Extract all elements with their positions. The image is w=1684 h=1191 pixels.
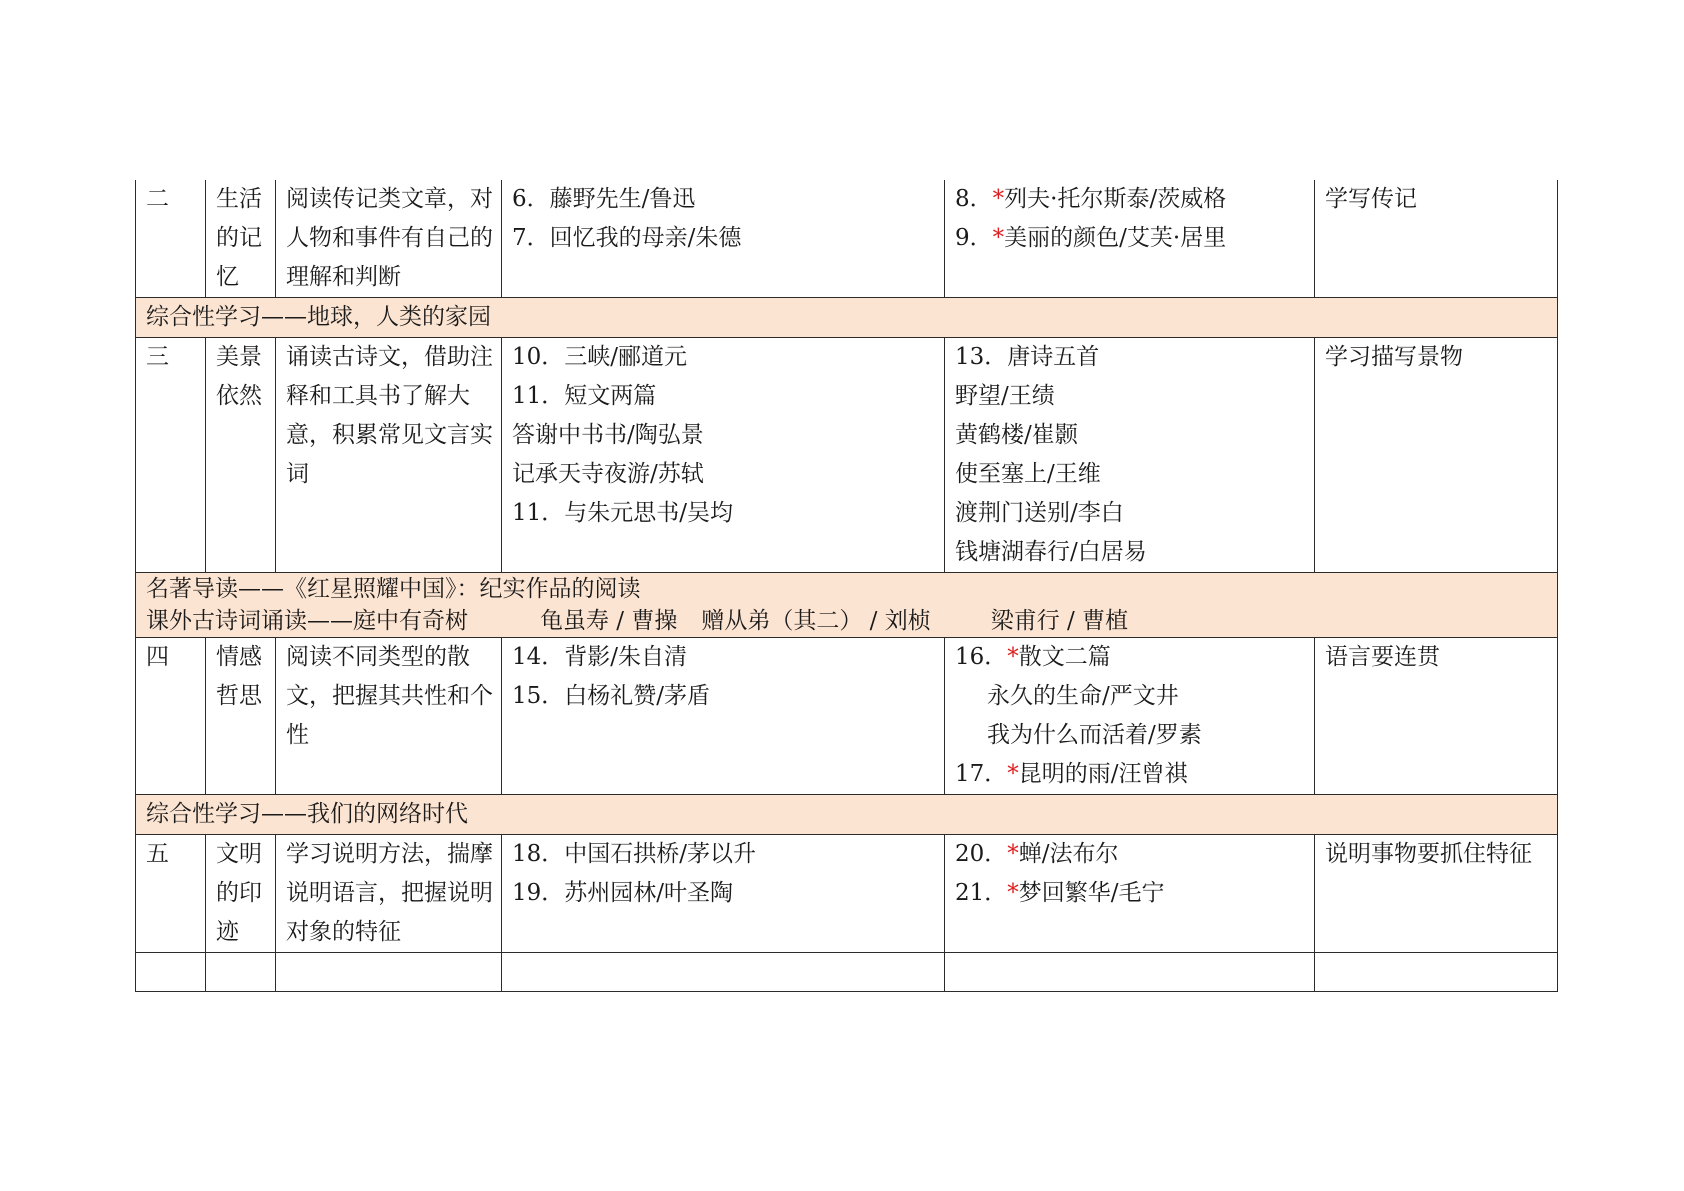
star-mark: * [1007, 761, 1019, 787]
empty-cell [1315, 953, 1558, 992]
poem-item: 赠从弟（其二） / 刘桢 [701, 608, 931, 634]
core-text: 14．背影/朱自清 [512, 644, 688, 670]
unit-goal: 阅读不同类型的散文，把握其共性和个性 [276, 638, 502, 795]
core-text: 11．短文两篇 [512, 383, 657, 409]
poem-item: 课外古诗词诵读——庭中有奇树 [146, 608, 468, 634]
extended-text: 使至塞上/王维 [955, 461, 1101, 487]
extended-texts [945, 638, 1315, 795]
core-text: 答谢中书书/陶弘景 [512, 422, 704, 448]
core-text: 11．与朱元思书/吴均 [512, 500, 734, 526]
empty-cell [206, 953, 276, 992]
band-row-reading-guide [136, 573, 1558, 638]
poem-item: 龟虽寿 / 曹操 [540, 608, 678, 634]
writing-task: 学习描写景物 [1315, 338, 1558, 573]
core-text: 18．中国石拱桥/茅以升 [512, 841, 757, 867]
unit-syllabus-table [135, 180, 1558, 992]
core-text: 记承天寺夜游/苏轼 [512, 461, 704, 487]
star-mark: * [1007, 841, 1019, 867]
empty-cell [136, 953, 206, 992]
empty-cell [276, 953, 502, 992]
core-text: 10．三峡/郦道元 [512, 344, 688, 370]
table-row-unit-4 [136, 638, 1558, 795]
writing-task: 说明事物要抓住特征 [1315, 835, 1558, 953]
band-row-comprehensive-study-2 [136, 795, 1558, 835]
extended-text: 13．唐诗五首 [955, 344, 1100, 370]
core-text: 6．藤野先生/鲁迅 [512, 186, 696, 212]
extended-text: 野望/王绩 [955, 383, 1055, 409]
extended-text: 渡荆门送别/李白 [955, 500, 1124, 526]
core-text: 7．回忆我的母亲/朱德 [512, 225, 742, 251]
unit-number: 三 [136, 338, 206, 573]
core-texts [502, 638, 945, 795]
unit-number: 五 [136, 835, 206, 953]
table-row-unit-3 [136, 338, 1558, 573]
table-row-unit-5 [136, 835, 1558, 953]
star-mark: * [1007, 880, 1019, 906]
star-mark: * [1007, 644, 1019, 670]
empty-cell [945, 953, 1315, 992]
core-texts [502, 180, 945, 298]
extended-text: 17．*昆明的雨/汪曾祺 [955, 761, 1188, 787]
core-text: 19．苏州园林/叶圣陶 [512, 880, 734, 906]
core-texts [502, 338, 945, 573]
band-text: 综合性学习——我们的网络时代 [146, 801, 468, 827]
extended-text: 我为什么而活着/罗素 [987, 722, 1202, 748]
unit-goal: 学习说明方法，揣摩说明语言，把握说明对象的特征 [276, 835, 502, 953]
unit-goal: 阅读传记类文章，对人物和事件有自己的理解和判断 [276, 180, 502, 298]
band-text-poems [146, 605, 1557, 637]
extended-text: 永久的生命/严文井 [987, 683, 1179, 709]
extended-text: 8．*列夫·托尔斯泰/茨威格 [955, 186, 1227, 212]
extended-text: 20．*蝉/法布尔 [955, 841, 1119, 867]
extended-text: 9．*美丽的颜色/艾芙·居里 [955, 225, 1227, 251]
unit-theme: 情感哲思 [206, 638, 276, 795]
extended-texts [945, 835, 1315, 953]
extended-texts [945, 180, 1315, 298]
core-text: 15．白杨礼赞/茅盾 [512, 683, 711, 709]
core-texts [502, 835, 945, 953]
unit-theme: 生活的记忆 [206, 180, 276, 298]
band-text: 名著导读——《红星照耀中国》：纪实作品的阅读 [146, 576, 641, 602]
writing-task: 语言要连贯 [1315, 638, 1558, 795]
star-mark: * [992, 186, 1005, 212]
extended-text: 钱塘湖春行/白居易 [955, 539, 1147, 565]
unit-theme: 美景依然 [206, 338, 276, 573]
band-text: 综合性学习——地球，人类的家园 [146, 304, 491, 330]
table-row-unit-2 [136, 180, 1558, 298]
unit-goal: 诵读古诗文，借助注释和工具书了解大意，积累常见文言实词 [276, 338, 502, 573]
extended-text: 16．*散文二篇 [955, 644, 1111, 670]
band-row-comprehensive-study-1 [136, 298, 1558, 338]
unit-number: 二 [136, 180, 206, 298]
unit-theme: 文明的印迹 [206, 835, 276, 953]
extended-text: 黄鹤楼/崔颢 [955, 422, 1078, 448]
table-row-empty [136, 953, 1558, 992]
poem-item: 梁甫行 / 曹植 [990, 608, 1129, 634]
extended-text: 21．*梦回繁华/毛宁 [955, 880, 1165, 906]
unit-number: 四 [136, 638, 206, 795]
extended-texts [945, 338, 1315, 573]
empty-cell [502, 953, 945, 992]
writing-task: 学写传记 [1315, 180, 1558, 298]
star-mark: * [992, 225, 1005, 251]
